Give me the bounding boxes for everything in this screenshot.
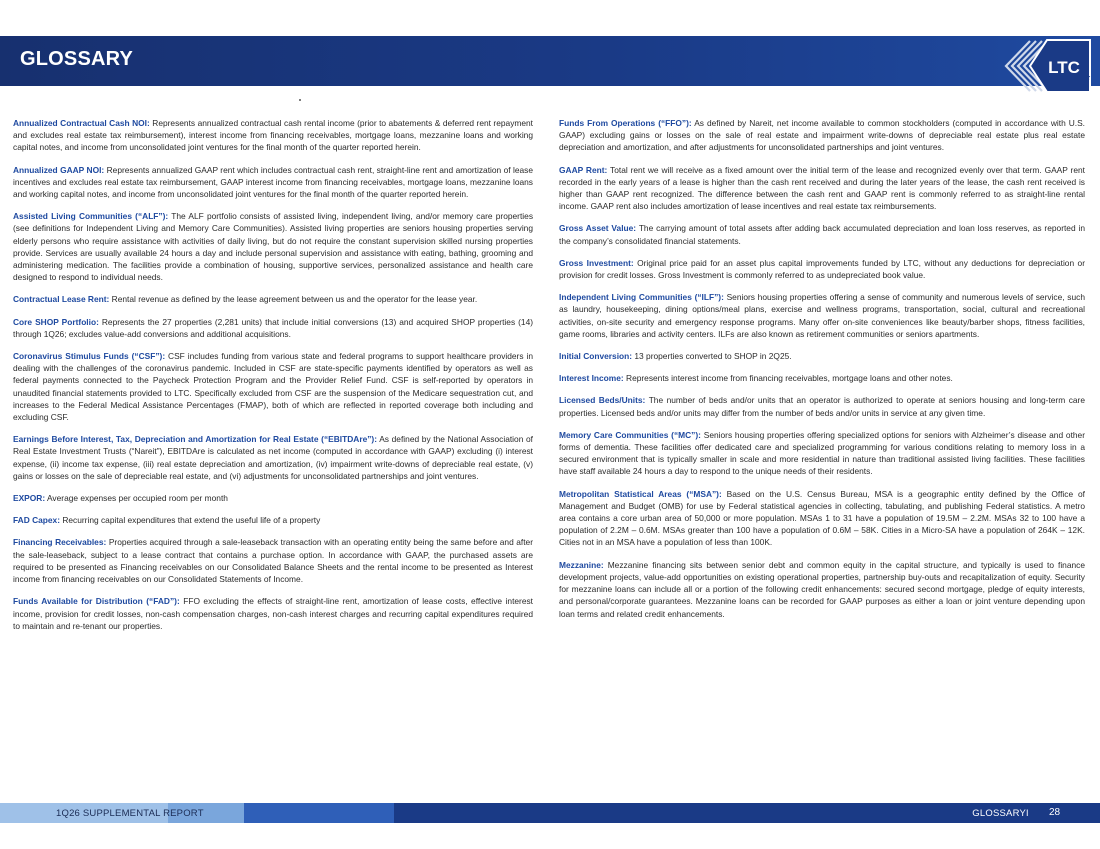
glossary-definition: Rental revenue as defined by the lease agreement between us and the operator for the lease year. <box>111 294 478 305</box>
glossary-term: Contractual Lease Rent: <box>13 294 110 305</box>
glossary-definition: FFO excluding the effects of straight-line rent, amortization of lease costs, effective interest income, provision for credit losses, non-cash compensation charges, non-cash interest charges and recurring capital expenditures required to maintain and re-tenant our properties. <box>13 596 534 631</box>
glossary-entry <box>559 559 1085 620</box>
glossary-entry <box>559 117 1085 154</box>
glossary-entry <box>13 293 533 305</box>
glossary-term: Mezzanine: <box>559 559 604 570</box>
glossary-term: FAD Capex: <box>13 515 61 526</box>
logo-sub: REIT <box>1082 73 1093 89</box>
glossary-term: Gross Asset Value: <box>559 223 637 234</box>
logo-text: LTC <box>1048 58 1080 77</box>
glossary-term: Metropolitan Statistical Areas (“MSA”): <box>559 488 722 499</box>
header-band <box>0 36 1100 89</box>
footer-bar <box>0 803 1100 823</box>
glossary-term: Core SHOP Portfolio: <box>13 316 99 327</box>
glossary-definition: As defined by Nareit, net income available to common stockholders (computed in accordance with U.S. GAAP) excluding gains or losses on the sale of real estate and impairment write-downs of depreciable real estate plus real estate depreciation and amortization, and after adjustments for unconsolidated partnerships and joint ventures. <box>559 118 1085 153</box>
glossary-entry <box>559 488 1085 549</box>
glossary-term: Gross Investment: <box>559 257 634 268</box>
glossary-term: Funds Available for Distribution (“FAD”): <box>13 596 180 607</box>
glossary-term: Assisted Living Communities (“ALF”): <box>13 211 169 222</box>
glossary-definition: Total rent we will receive as a fixed amount over the initial term of the lease and recognized evenly over that term. GAAP rent recorded in the early years of a lease is higher than the cash rent received and during the later years of the lease, the cash rent received is higher than GAAP rent recognized. The difference between the cash rent and GAAP rent is commonly referred to as straight-line rental income. GAAP rent also includes amortization of lease incentives and real estate tax reimbursements. <box>559 164 1085 212</box>
glossary-entry <box>13 536 533 585</box>
glossary-definition: Represents interest income from financing receivables, mortgage loans and other notes. <box>626 373 953 384</box>
page-number: 28 <box>1049 807 1061 818</box>
glossary-definition: Represents annualized contractual cash rental income (prior to abatements & deferred rent repayment and excludes real estate tax reimbursement), interest income from financing receivables, mortgage loans, mezzanine loans and working capital notes, and income from unconsolidated joint ventures for the final month of the quarter reported herein. <box>13 118 534 153</box>
glossary-term: Independent Living Communities (“ILF”): <box>559 292 724 303</box>
glossary-left-column <box>13 117 533 642</box>
ltc-logo <box>1000 36 1096 106</box>
glossary-definition: 13 properties converted to SHOP in 2Q25. <box>634 351 792 362</box>
glossary-term: Financing Receivables: <box>13 537 107 548</box>
glossary-term: Annualized GAAP NOI: <box>13 164 105 175</box>
glossary-term: Funds From Operations (“FFO”): <box>559 118 692 128</box>
glossary-definition: Properties acquired through a sale-leaseback transaction with an operating entity being the same before and after the sale-leaseback, subject to a lease contract that contains a purchase option. In accordance with GAAP, the purchased assets are required to be presented as Financing receivables on our Consolidated Balance Sheets and the rental income to be presented as Interest income from financing receivables on our Consolidated Statements of Income. <box>13 537 534 585</box>
glossary-definition: Mezzanine financing sits between senior debt and common equity in the capital structure, and typically is used to finance development projects, value-add opportunities on existing operational properties, partnership buy-outs and recapitalization of equity. Security for mezzanine loans can include all or a portion of the following credit enhancements: secured second mortgage, pledge of equity interests, and personal/corporate guarantees. Mezzanine loans can be recorded for GAAP purposes as either a loan or joint venture depending upon loan terms and related credit enhancements. <box>559 559 1085 619</box>
glossary-definition: Seniors housing properties offering specialized options for seniors with Alzheimer’s disease and other forms of dementia. These facilities offer dedicated care and specialized programming for various conditions relating to memory loss in a secured environment that is typically smaller in scale and more residential in nature than traditional assisted living facilities. These facilities have staff available 24 hours a day to respond to the unique needs of their residents. <box>559 429 1086 477</box>
glossary-term: Earnings Before Interest, Tax, Depreciation and Amortization for Real Estate (“EBITDAre”): <box>13 434 378 445</box>
footer-section-name: GLOSSARY <box>972 808 1026 819</box>
glossary-entry <box>559 372 1085 384</box>
footer-segment <box>244 803 394 823</box>
logo-graphic <box>1000 36 1096 106</box>
glossary-term: Annualized Contractual Cash NOI: <box>13 118 150 128</box>
glossary-entry <box>13 350 533 423</box>
glossary-entry <box>13 492 533 504</box>
page-title: GLOSSARY <box>20 48 134 70</box>
glossary-definition: Seniors housing properties offering a sense of community and numerous levels of service, such as laundry, housekeeping, dining options/meal plans, exercise and wellness programs, transportation, social, cultural and recreational activities, on-site security and emergency response programs. Many offer on-site conveniences like beauty/barber shops, fitness facilities, game rooms, libraries and activity centers. ILFs are also known as retirement communities or seniors apartments. <box>559 292 1085 339</box>
glossary-term: EXPOR: <box>13 493 46 504</box>
glossary-entry <box>559 222 1085 246</box>
stray-dot <box>299 99 301 101</box>
glossary-entry <box>559 164 1085 213</box>
glossary-definition: CSF includes funding from various state and federal programs to support healthcare providers in dealing with the challenges of the coronavirus pandemic. Included in CSF are state-specific payments identified by operators as well as federal payments connected to the Paycheck Protection Program and the Provider Relief Fund. CSF is self-reported by operators in unaudited financial statements provided to LTC. Specifically excluded from CSF are the suspension of the Medicare sequestration cut, and increases to the Federal Medical Assistance Percentages (FMAP), both of which are reflected in reported coverage both including and excluding CSF. <box>13 351 533 423</box>
glossary-definition: Original price paid for an asset plus capital improvements funded by LTC, without any deductions for depreciation or provision for credit losses. Gross Investment is commonly referred to as undepreciated book value. <box>559 257 1085 281</box>
glossary-term: Interest Income: <box>559 373 624 384</box>
glossary-entry <box>13 595 533 632</box>
glossary-definition: Represents annualized GAAP rent which includes contractual cash rent, straight-line rent and amortization of lease incentives and excludes real estate tax reimbursement, GAAP interest income from financing receivables, mortgage loans, mezzanine loans and working capital notes, and income from unconsolidated joint ventures for the final month of the quarter reported herein. <box>13 164 534 200</box>
glossary-entry <box>13 514 533 526</box>
glossary-entry <box>13 433 533 482</box>
glossary-definition: The carrying amount of total assets after adding back accumulated depreciation and loan loss reserves, as reported in the company’s consolidated financial statements. <box>559 223 1085 246</box>
glossary-definition: Recurring capital expenditures that extend the useful life of a property <box>62 515 321 526</box>
glossary-entry <box>559 257 1085 281</box>
glossary-definition: As defined by the National Association of Real Estate Investment Trusts (“Nareit”), EBITDAre is calculated as net income (computed in accordance with GAAP) excluding (i) interest expense, (ii) income tax expense, (iii) real estate depreciation and amortization, (iv) impairment write-downs of depreciable real estate, (v) gains or losses on the sale of depreciable real estate, and (vi) adjustments for unconsolidated partnerships and joint ventures. <box>13 434 534 481</box>
glossary-term: Coronavirus Stimulus Funds (“CSF”): <box>13 351 166 362</box>
glossary-term: Memory Care Communities (“MC”): <box>559 429 701 440</box>
glossary-right-column <box>559 117 1085 630</box>
footer-separator: I <box>1026 808 1029 818</box>
glossary-entry <box>13 164 533 201</box>
glossary-term: Initial Conversion: <box>559 351 633 362</box>
glossary-entry <box>559 429 1085 478</box>
glossary-definition: The number of beds and/or units that an operator is authorized to operate at seniors housing and long-term care properties. Licensed beds and/or units may differ from the number of beds and/or units in service at any given time. <box>559 395 1085 418</box>
glossary-entry <box>559 394 1085 418</box>
glossary-definition: Based on the U.S. Census Bureau, MSA is a geographic entity defined by the Office of Management and Budget (OMB) for use by Federal statistical agencies in collecting, tabulating, and publishing Federal statistics. A metro area contains a core urban area of 50,000 or more population. MSAs 1 to 31 have a population of 19.5M – 2.2M. MSAs 32 to 100 have a population of 2.2M – 0.6M. MSAs greater than 100 have a population of 0.6M – 58K. Cities in a Micro-SA have a population of 264K – 12K. Cities not in an MSA have a population of less than 100K. <box>559 488 1085 548</box>
glossary-term: Licensed Beds/Units: <box>559 395 646 406</box>
glossary-term: GAAP Rent: <box>559 164 608 175</box>
footer-report-name: 1Q26 SUPPLEMENTAL REPORT <box>56 808 204 819</box>
glossary-entry <box>559 350 1085 362</box>
glossary-definition: The ALF portfolio consists of assisted living, independent living, and/or memory care properties (see definitions for Independent Living and Memory Care Communities). Assisted living properties are seniors housing properties serving elderly persons who require assistance with activities of daily living, but do not require the constant supervision skilled nursing properties provide. Services are usually available 24 hours a day and include personal supervision and assistance with eating, bathing, grooming and administering medication. The facilities provide a combination of housing, supportive services, personalized assistance and health care designed to respond to individual needs. <box>13 211 534 283</box>
glossary-entry <box>13 117 533 154</box>
glossary-entry <box>559 291 1085 340</box>
glossary-entry <box>13 210 533 283</box>
glossary-definition: Represents the 27 properties (2,281 units) that include initial conversions (13) and acquired SHOP properties (14) through 1Q26; excludes value-add conversions and additional acquisitions. <box>13 316 534 339</box>
glossary-entry <box>13 316 533 340</box>
glossary-definition: Average expenses per occupied room per month <box>47 493 228 504</box>
